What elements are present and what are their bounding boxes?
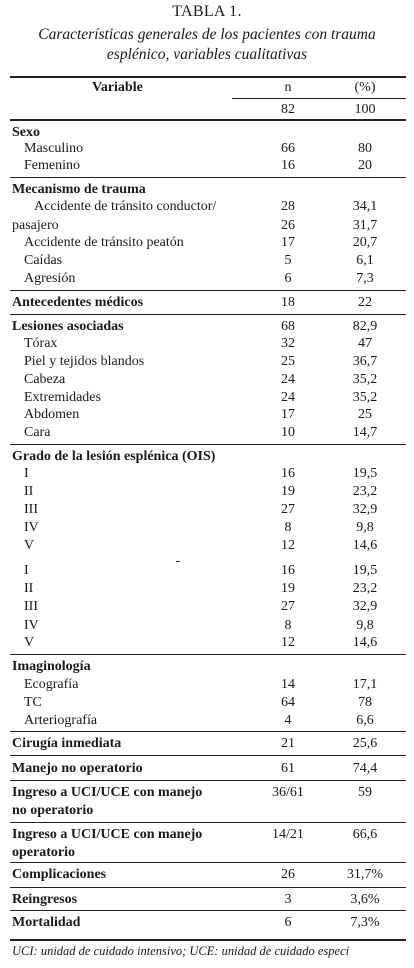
row-label: Piel y tejidos blandos	[24, 354, 145, 369]
row-pct: 23,2	[352, 581, 378, 596]
row-n: 5	[284, 253, 292, 268]
row-pct: 19,5	[352, 563, 378, 578]
row-n: 26	[281, 218, 295, 233]
row-n: 32	[281, 336, 295, 351]
row-label: Antecedentes médicos	[12, 295, 144, 310]
row-n: 19	[281, 581, 295, 596]
header-pct-total: 100	[354, 102, 376, 117]
row-label: Abdomen	[24, 407, 80, 422]
row-pct: 9,8	[356, 618, 374, 633]
header-n-total: 82	[281, 102, 295, 117]
row-pct: 25,6	[352, 736, 378, 751]
header-pct: (%)	[354, 80, 376, 95]
row-n: 28	[281, 199, 295, 214]
row-pct: 20,7	[352, 235, 378, 250]
row-label: I	[24, 563, 29, 578]
section-rule	[10, 731, 406, 732]
row-pct: 20	[358, 158, 372, 173]
row-label: Cabeza	[24, 372, 66, 387]
header-sub-rule	[232, 98, 406, 99]
table-caption-line-1: Características generales de los pacientes con trauma	[38, 26, 376, 43]
section-rule	[10, 887, 406, 888]
row-label: Cara	[24, 425, 51, 440]
row-n: 16	[281, 563, 295, 578]
row-label: Ingreso a UCI/UCE con manejo	[12, 785, 203, 800]
row-n: 66	[281, 141, 295, 156]
row-n: 21	[281, 736, 295, 751]
row-pct: 3,6%	[350, 892, 380, 907]
section-rule	[10, 177, 406, 178]
section-rule	[10, 780, 406, 781]
row-pct: 23,2	[352, 484, 378, 499]
row-label: Complicaciones	[12, 867, 107, 882]
row-pct: 25	[358, 407, 372, 422]
row-n: 16	[281, 466, 295, 481]
row-n: 17	[281, 235, 295, 250]
row-pct: 59	[358, 785, 372, 800]
row-pct: 82,9	[352, 319, 378, 334]
row-label: Grado de la lesión esplénica (OIS)	[12, 449, 216, 464]
row-n: 10	[281, 425, 295, 440]
section-rule	[10, 862, 406, 863]
row-pct: 14,7	[352, 425, 378, 440]
row-n: 25	[281, 354, 295, 369]
row-label: Accidente de tránsito peatón	[24, 235, 184, 250]
row-n: 8	[284, 520, 292, 535]
row-n: 24	[281, 372, 295, 387]
row-label: II	[24, 581, 34, 596]
stray-dash	[176, 561, 180, 562]
row-n: 24	[281, 390, 295, 405]
section-rule	[10, 755, 406, 756]
row-label: III	[24, 599, 38, 614]
row-label: Reingresos	[12, 892, 78, 907]
row-label: III	[24, 502, 38, 517]
section-rule	[10, 654, 406, 655]
row-pct: 6,1	[356, 253, 374, 268]
row-n: 18	[281, 295, 295, 310]
row-label: V	[24, 538, 35, 553]
row-label: Accidente de tránsito conductor/	[34, 199, 217, 214]
section-rule	[10, 444, 406, 445]
row-n: 19	[281, 484, 295, 499]
row-label: Ingreso a UCI/UCE con manejo	[12, 827, 203, 842]
row-pct: 19,5	[352, 466, 378, 481]
row-n: 16	[281, 158, 295, 173]
row-label: Ecografía	[24, 677, 79, 692]
row-pct: 9,8	[356, 520, 374, 535]
row-label: Imaginología	[12, 659, 91, 674]
row-n: 26	[281, 867, 295, 882]
header-bottom-rule	[10, 119, 406, 121]
top-rule	[10, 76, 406, 78]
row-label: Femenino	[24, 158, 80, 173]
row-pct: 17,1	[352, 677, 378, 692]
row-n: 6	[284, 271, 292, 286]
row-label: TC	[24, 695, 42, 710]
row-n: 27	[281, 502, 295, 517]
row-pct: 35,2	[352, 372, 378, 387]
row-pct: 7,3	[356, 271, 374, 286]
row-label: Cirugía inmediata	[12, 736, 122, 751]
row-n: 4	[284, 713, 292, 728]
row-n: 3	[284, 892, 292, 907]
row-label: V	[24, 635, 35, 650]
row-label: Manejo no operatorio	[12, 761, 143, 776]
row-label: I	[24, 466, 29, 481]
section-rule	[10, 314, 406, 315]
section-rule	[10, 822, 406, 823]
row-pct: 66,6	[352, 827, 378, 842]
row-label: Mecanismo de trauma	[12, 182, 146, 197]
row-pct: 31,7	[352, 218, 378, 233]
row-label: Sexo	[12, 125, 40, 140]
row-pct: 80	[358, 141, 372, 156]
row-pct: 14,6	[352, 635, 378, 650]
row-n: 14/21	[272, 827, 304, 842]
row-pct: 32,9	[352, 502, 378, 517]
header-n: n	[284, 80, 292, 95]
row-label: Mortalidad	[12, 915, 81, 930]
row-label: Caídas	[24, 253, 63, 268]
row-n: 64	[281, 695, 295, 710]
row-label: Lesiones asociadas	[12, 319, 124, 334]
row-label: Extremidades	[24, 390, 101, 405]
row-pct: 34,1	[352, 199, 378, 214]
row-pct: 6,6	[356, 713, 374, 728]
row-label: Masculino	[24, 141, 84, 156]
row-pct: 74,4	[352, 761, 378, 776]
section-rule	[10, 290, 406, 291]
row-label: IV	[24, 520, 39, 535]
row-pct: 47	[358, 336, 372, 351]
table-title: TABLA 1.	[172, 3, 242, 20]
row-pct: 31,7%	[346, 867, 384, 882]
row-pct: 78	[358, 695, 372, 710]
row-pct: 35,2	[352, 390, 378, 405]
row-n: 14	[281, 677, 295, 692]
row-n: 12	[281, 538, 295, 553]
table-footnote: UCI: unidad de cuidado intensivo; UCE: unidad de cuidado especi	[12, 944, 350, 958]
row-pct: 7,3%	[350, 915, 380, 930]
row-label: operatorio	[12, 845, 75, 860]
row-label: Tórax	[24, 336, 58, 351]
header-variable: Variable	[92, 80, 143, 95]
row-n: 27	[281, 599, 295, 614]
row-n: 17	[281, 407, 295, 422]
row-label: Arteriografía	[24, 713, 98, 728]
row-pct: 32,9	[352, 599, 378, 614]
row-label: IV	[24, 618, 39, 633]
row-n: 68	[281, 319, 295, 334]
section-rule	[10, 910, 406, 911]
row-n: 6	[284, 915, 292, 930]
row-n: 8	[284, 618, 292, 633]
row-n: 36/61	[272, 785, 304, 800]
row-n: 61	[281, 761, 295, 776]
row-pct: 14,6	[352, 538, 378, 553]
bottom-rule	[10, 939, 406, 941]
row-label: II	[24, 484, 34, 499]
row-label: no operatorio	[12, 803, 94, 818]
row-n: 12	[281, 635, 295, 650]
row-label: pasajero	[12, 218, 59, 233]
row-pct: 36,7	[352, 354, 378, 369]
row-label: Agresión	[24, 271, 76, 286]
row-pct: 22	[358, 295, 372, 310]
table-caption-line-2: esplénico, variables cualitativas	[106, 46, 308, 63]
